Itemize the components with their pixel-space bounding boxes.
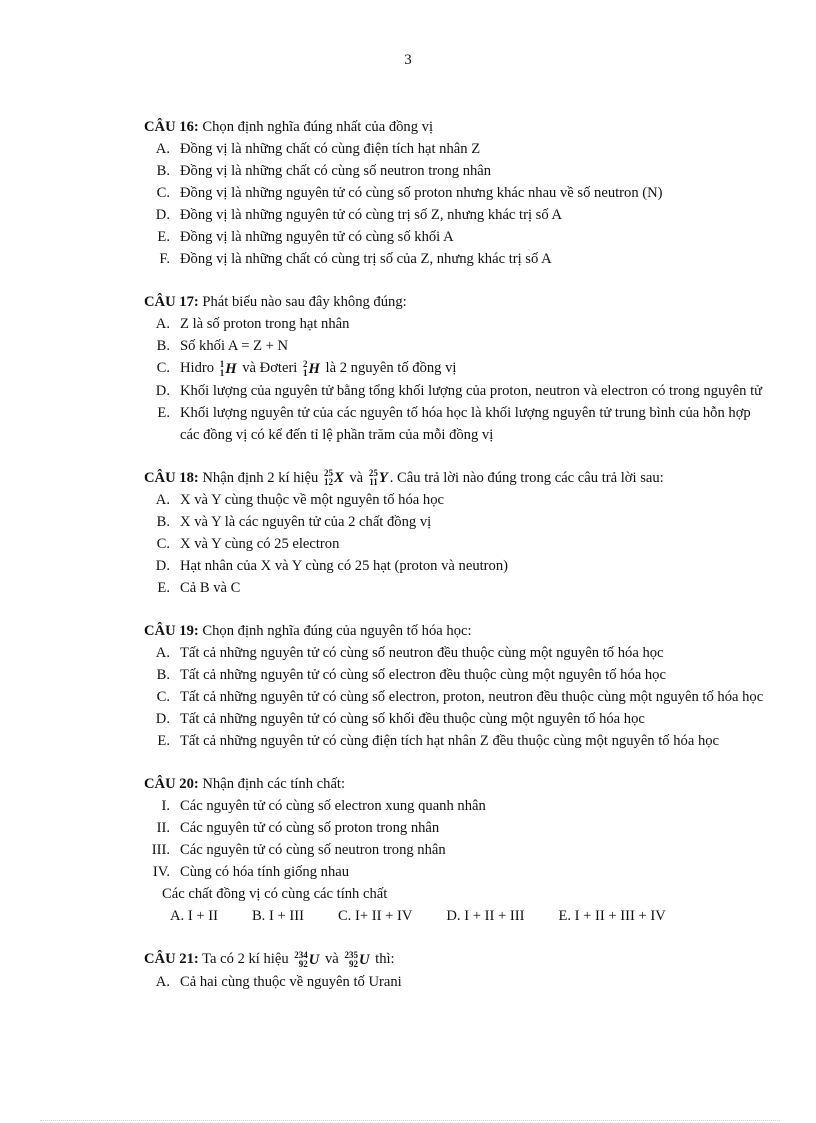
option-d <box>144 204 764 226</box>
option-text: X và Y cùng thuộc về một nguyên tố hóa học <box>180 492 444 509</box>
atomic-number: 1 <box>303 367 308 378</box>
question-text: và <box>349 469 364 486</box>
option-text: Tất cả những nguyên tử có cùng số electron đều thuộc cùng một nguyên tố hóa học <box>180 667 666 684</box>
atomic-number: 92 <box>298 958 308 969</box>
question-label: CÂU 16: <box>144 119 199 135</box>
element-symbol: Y <box>378 470 388 487</box>
statement-1 <box>144 795 764 817</box>
atomic-number: 92 <box>348 958 358 969</box>
question-16 <box>144 116 764 270</box>
statement-number: I. <box>161 798 170 815</box>
option-b <box>144 335 764 357</box>
option-b <box>144 511 764 533</box>
option-c <box>144 357 764 380</box>
option-letter: C. <box>156 536 170 553</box>
option-text-part: là 2 nguyên tố đồng vị <box>325 360 457 376</box>
option-text: Tất cả những nguyên tử có cùng số neutron đều thuộc cùng một nguyên tố hóa học <box>180 645 664 662</box>
document-body <box>144 116 764 1014</box>
question-label: CÂU 20: <box>144 776 199 793</box>
question-19 <box>144 620 764 752</box>
option-letter: B. <box>156 163 170 179</box>
option-d <box>144 555 764 577</box>
page-number: 3 <box>404 52 412 68</box>
option-text: X và Y cùng có 25 electron <box>180 536 340 553</box>
mass-number: 235 <box>344 949 358 960</box>
answer-e: E. I + II + III + IV <box>558 908 666 925</box>
question-21 <box>144 948 764 993</box>
mass-number: 1 <box>219 358 225 369</box>
question-17 <box>144 291 764 446</box>
statement-number: III. <box>151 842 170 859</box>
option-letter: E. <box>157 580 170 597</box>
option-c <box>144 533 764 555</box>
option-e <box>144 577 764 599</box>
option-a <box>144 642 764 664</box>
option-letter: D. <box>155 558 170 575</box>
option-text: Cả hai cùng thuộc về nguyên tố Urani <box>180 973 402 990</box>
option-text: Số khối A = Z + N <box>180 338 289 354</box>
option-letter: B. <box>156 514 170 531</box>
option-text: Đồng vị là những chất có cùng điện tích hạt nhân Z <box>180 141 481 157</box>
answer-b: B. I + III <box>251 908 304 925</box>
answer-c: C. I+ II + IV <box>337 908 413 925</box>
question-label: CÂU 19: <box>144 623 199 640</box>
option-text <box>180 357 764 380</box>
isotope-symbol <box>303 358 320 380</box>
atomic-number: 12 <box>323 477 333 488</box>
answer-d: D. I + II + III <box>446 908 525 925</box>
mass-number: 25 <box>323 468 333 479</box>
atomic-number: 11 <box>369 477 378 488</box>
question-20-stem <box>144 773 764 795</box>
answer-a: A. I + II <box>170 908 218 925</box>
question-16-stem <box>144 116 764 138</box>
option-letter: D. <box>155 382 170 399</box>
question-18 <box>144 467 764 600</box>
option-text: Đồng vị là những nguyên tử có cùng số khối A <box>180 229 454 245</box>
option-letter: A. <box>155 141 170 157</box>
atomic-number: 1 <box>219 367 225 378</box>
statement-4 <box>144 861 764 883</box>
option-text-part: Hidro <box>180 360 215 376</box>
isotope-symbol <box>369 467 388 489</box>
option-a <box>144 313 764 335</box>
option-text: Khối lượng nguyên tử của các nguyên tố hóa học là khối lượng nguyên tử trung bình của hỗn hợp các đồng vị có kể đến tỉ lệ phần trăm của mỗi đồng vị <box>180 404 751 443</box>
option-text: Z là số proton trong hạt nhân <box>180 316 350 332</box>
page-bottom-divider <box>40 1120 780 1121</box>
mass-number: 2 <box>303 358 308 369</box>
option-letter: E. <box>157 229 170 245</box>
statement-2 <box>144 817 764 839</box>
option-text: Hạt nhân của X và Y cùng có 25 hạt (proton và neutron) <box>180 558 508 575</box>
element-symbol: H <box>308 360 320 377</box>
option-text: Khối lượng của nguyên tử bằng tổng khối lượng của proton, neutron và electron có trong nguyên tử <box>180 382 763 399</box>
option-letter: E. <box>157 404 170 421</box>
option-c <box>144 686 764 708</box>
question-18-stem <box>144 467 764 490</box>
element-symbol: U <box>358 951 370 968</box>
question-text: Nhận định 2 kí hiệu <box>202 469 319 486</box>
option-text: Đồng vị là những nguyên tử có cùng trị số Z, nhưng khác trị số A <box>180 207 563 223</box>
statement-text: Các nguyên tử có cùng số proton trong nhân <box>180 820 440 837</box>
question-text: Chọn định nghĩa đúng của nguyên tố hóa học: <box>202 623 472 640</box>
answer-choices <box>144 905 764 927</box>
element-symbol: U <box>308 951 320 968</box>
option-e <box>144 226 764 248</box>
option-text: Tất cả những nguyên tử có cùng số electron, proton, neutron đều thuộc cùng một nguyên tố hóa học <box>180 689 764 706</box>
option-e <box>144 402 764 446</box>
element-symbol: H <box>225 360 237 377</box>
option-f <box>144 248 764 270</box>
option-letter: F. <box>159 251 170 267</box>
option-text: Tất cả những nguyên tử có cùng điện tích hạt nhân Z đều thuộc cùng một nguyên tố hóa học <box>180 733 720 750</box>
option-letter: B. <box>156 667 170 684</box>
option-b <box>144 664 764 686</box>
statement-number: II. <box>156 820 170 837</box>
option-letter: E. <box>157 733 170 750</box>
option-text: Đồng vị là những nguyên tử có cùng số proton nhưng khác nhau về số neutron (N) <box>180 185 663 201</box>
element-symbol: X <box>333 470 344 487</box>
question-conclusion: Các chất đồng vị có cùng các tính chất <box>162 886 388 903</box>
statement-text: Các nguyên tử có cùng số electron xung quanh nhân <box>180 798 486 815</box>
option-letter: A. <box>155 645 170 662</box>
option-c <box>144 182 764 204</box>
option-a <box>144 138 764 160</box>
question-21-stem <box>144 948 764 971</box>
question-text: . Câu trả lời nào đúng trong các câu trả lời sau: <box>389 469 664 486</box>
option-d <box>144 708 764 730</box>
question-text: Chọn định nghĩa đúng nhất của đồng vị <box>202 119 434 135</box>
option-letter: A. <box>155 973 170 990</box>
option-letter: C. <box>156 360 170 376</box>
option-a <box>144 971 764 993</box>
option-b <box>144 160 764 182</box>
question-text: Phát biểu nào sau đây không đúng: <box>202 294 407 310</box>
question-label: CÂU 18: <box>144 469 199 486</box>
option-letter: C. <box>156 185 170 201</box>
statement-number: IV. <box>152 864 170 881</box>
option-letter: B. <box>156 338 170 354</box>
option-letter: C. <box>156 689 170 706</box>
isotope-symbol <box>324 467 344 489</box>
statement-text: Các nguyên tử có cùng số neutron trong nhân <box>180 842 446 859</box>
isotope-symbol <box>294 949 319 971</box>
option-text: Tất cả những nguyên tử có cùng số khối đều thuộc cùng một nguyên tố hóa học <box>180 711 645 728</box>
option-letter: A. <box>155 492 170 509</box>
mass-number: 25 <box>368 468 378 479</box>
isotope-symbol <box>344 949 369 971</box>
option-a <box>144 489 764 511</box>
question-text: Nhận định các tính chất: <box>202 776 346 793</box>
question-text: và <box>325 951 339 968</box>
option-d <box>144 380 764 402</box>
statement-text: Cùng có hóa tính giống nhau <box>180 864 350 881</box>
option-text: Cả B và C <box>180 580 241 597</box>
option-letter: A. <box>155 316 170 332</box>
option-text: X và Y là các nguyên tử của 2 chất đồng vị <box>180 514 432 531</box>
option-letter: D. <box>155 207 170 223</box>
isotope-symbol <box>220 358 237 380</box>
option-text-part: và Đơteri <box>242 360 298 376</box>
question-text: thì: <box>375 951 395 968</box>
option-text: Đồng vị là những chất có cùng số neutron trong nhân <box>180 163 492 179</box>
option-e <box>144 730 764 752</box>
question-20 <box>144 773 764 927</box>
option-letter: D. <box>155 711 170 728</box>
question-19-stem <box>144 620 764 642</box>
mass-number: 234 <box>294 949 308 960</box>
question-label: CÂU 21: <box>144 951 199 968</box>
question-label: CÂU 17: <box>144 294 199 310</box>
question-text: Ta có 2 kí hiệu <box>202 951 289 968</box>
option-text: Đồng vị là những chất có cùng trị số của Z, nhưng khác trị số A <box>180 251 552 267</box>
question-17-stem <box>144 291 764 313</box>
statement-3 <box>144 839 764 861</box>
